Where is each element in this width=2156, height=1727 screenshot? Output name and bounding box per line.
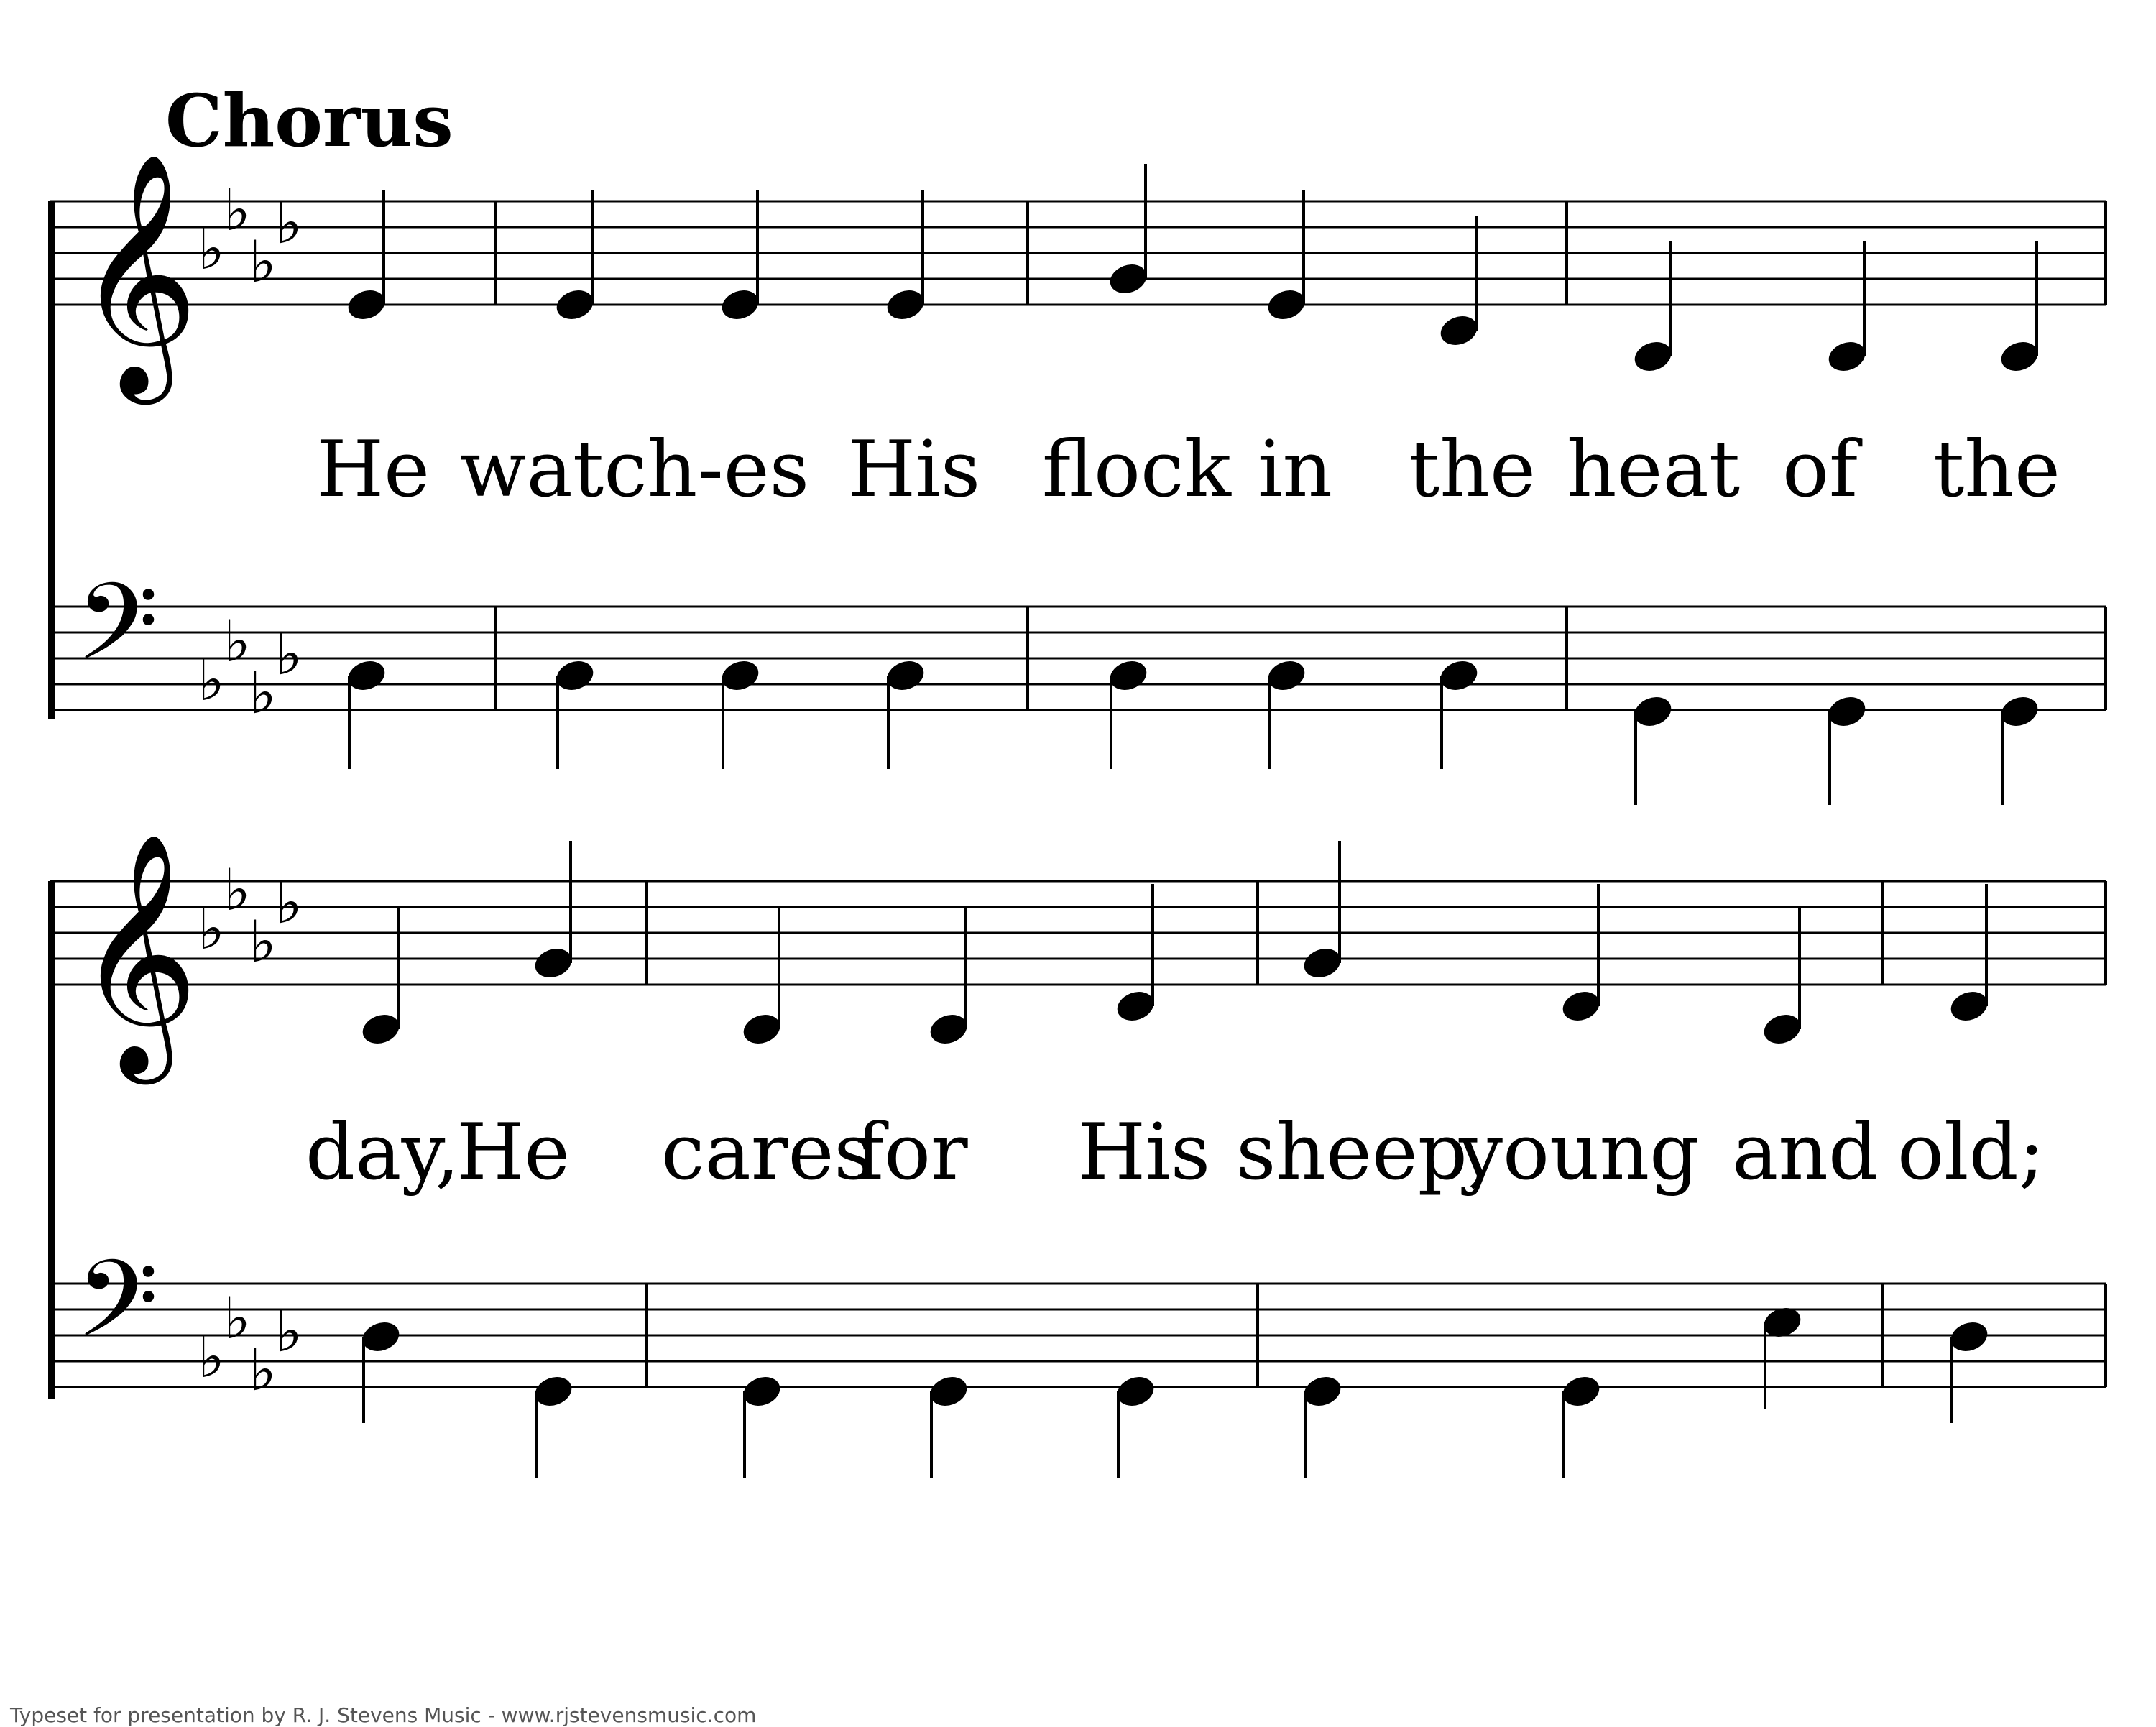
lyric-syllable: He xyxy=(456,1107,571,1197)
lyric-syllable: of xyxy=(1782,425,1858,515)
bass-clef: 𝄢 xyxy=(75,1238,159,1388)
note-head xyxy=(1631,692,1675,730)
flat-sign: ♭ xyxy=(224,608,251,675)
note-head xyxy=(718,656,763,694)
flat-sign: ♭ xyxy=(224,857,251,924)
flat-sign: ♭ xyxy=(249,229,277,295)
treble-clef: 𝄞 xyxy=(75,832,199,1074)
barlines xyxy=(52,201,2106,1399)
flat-sign: ♭ xyxy=(275,1298,303,1365)
note-head xyxy=(1825,692,1869,730)
note-head xyxy=(1264,285,1309,323)
section-title: Chorus xyxy=(165,78,453,163)
lyric-syllable: for xyxy=(855,1107,968,1197)
lyric-syllable: young xyxy=(1459,1107,1700,1197)
note-head xyxy=(1631,337,1675,375)
lyric-syllable: in xyxy=(1258,425,1333,515)
lyric-syllable: cares xyxy=(661,1107,874,1197)
note-head xyxy=(1760,1010,1805,1048)
lyric-syllable: watch-es xyxy=(460,425,810,515)
note-head xyxy=(531,1372,576,1410)
note-head xyxy=(1947,1317,1991,1355)
clefs xyxy=(75,152,303,1404)
note-head xyxy=(1559,987,1603,1025)
footer-credit: Typeset for presentation by R. J. Stevens Music - www.rjstevensmusic.com xyxy=(10,1703,757,1727)
note-head xyxy=(344,656,389,694)
note-head xyxy=(1559,1372,1603,1410)
flat-sign: ♭ xyxy=(198,1324,225,1391)
staff-lines xyxy=(50,201,2106,1387)
note-head xyxy=(926,1010,971,1048)
lyric-syllable: old; xyxy=(1897,1107,2045,1197)
flat-sign: ♭ xyxy=(275,621,303,688)
flat-sign: ♭ xyxy=(249,908,277,975)
note-head xyxy=(740,1010,784,1048)
note-head xyxy=(1947,987,1991,1025)
lyric-syllable: His xyxy=(1078,1107,1211,1197)
note-head xyxy=(1106,656,1151,694)
note-head xyxy=(1264,656,1309,694)
treble-clef: 𝄞 xyxy=(75,152,199,394)
note-head xyxy=(883,656,928,694)
flat-sign: ♭ xyxy=(198,647,225,714)
lyric-syllable: heat xyxy=(1567,425,1741,515)
flat-sign: ♭ xyxy=(198,895,225,962)
noteheads xyxy=(344,164,2042,1478)
note-head xyxy=(718,285,763,323)
note-head xyxy=(1113,1372,1158,1410)
lyric-syllable: the xyxy=(1409,425,1536,515)
note-head xyxy=(359,1317,403,1355)
note-head xyxy=(1106,259,1151,298)
note-head xyxy=(1437,311,1481,349)
lyric-syllable: the xyxy=(1933,425,2060,515)
note-head xyxy=(359,1010,403,1048)
lyrics xyxy=(305,425,2060,1197)
note-head xyxy=(553,285,597,323)
lyric-syllable: sheep, xyxy=(1236,1107,1493,1197)
note-head xyxy=(1300,944,1345,982)
note-head xyxy=(1113,987,1158,1025)
note-head xyxy=(344,285,389,323)
lyric-syllable: His xyxy=(848,425,981,515)
note-head xyxy=(1825,337,1869,375)
bass-clef: 𝄢 xyxy=(75,561,159,711)
note-head xyxy=(1437,656,1481,694)
lyric-syllable: flock xyxy=(1042,425,1231,515)
lyric-syllable: and xyxy=(1732,1107,1879,1197)
note-head xyxy=(553,656,597,694)
note-head xyxy=(1997,337,2042,375)
lyric-syllable: day, xyxy=(305,1107,460,1197)
note-head xyxy=(1300,1372,1345,1410)
note-head xyxy=(1997,692,2042,730)
flat-sign: ♭ xyxy=(275,190,303,257)
lyric-syllable: He xyxy=(316,425,430,515)
flat-sign: ♭ xyxy=(224,1285,251,1352)
note-head xyxy=(926,1372,971,1410)
flat-sign: ♭ xyxy=(249,660,277,727)
flat-sign: ♭ xyxy=(275,870,303,936)
flat-sign: ♭ xyxy=(249,1337,277,1404)
note-head xyxy=(883,285,928,323)
note-head xyxy=(531,944,576,982)
flat-sign: ♭ xyxy=(198,216,225,282)
flat-sign: ♭ xyxy=(224,177,251,244)
note-head xyxy=(740,1372,784,1410)
